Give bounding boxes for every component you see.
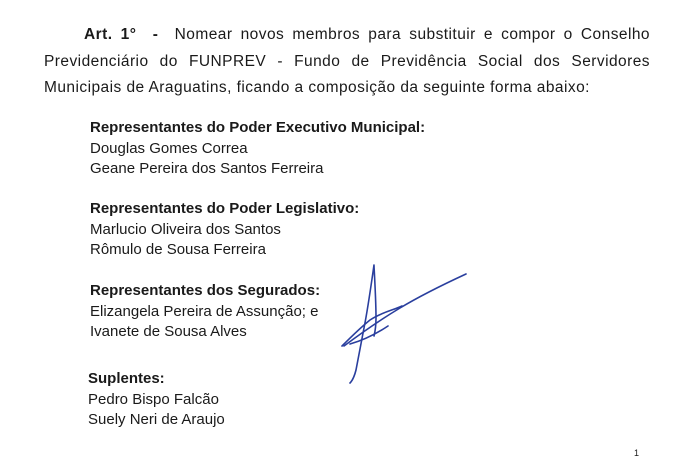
page-number: 1 — [634, 448, 640, 458]
member-name: Marlucio Oliveira dos Santos — [90, 220, 281, 238]
member-name: Douglas Gomes Correa — [90, 139, 248, 157]
group-executive — [90, 118, 425, 180]
article-label: Art. 1° — [84, 26, 137, 43]
article-paragraph — [44, 22, 650, 102]
group-insured — [90, 281, 320, 343]
article-separator: - — [152, 26, 159, 43]
group-legislative — [90, 199, 359, 261]
article-text: Nomear novos membros para substituir e compor o Conselho Previdenciário do FUNPREV - Fundo de Previdência Social dos Servidores Municipais de Araguatins, ficando a composição da seguinte forma abaixo: — [44, 26, 650, 96]
member-name: Suely Neri de Araujo — [88, 411, 225, 428]
handwritten-signature — [330, 262, 480, 386]
group-alternates — [88, 369, 225, 431]
group-heading: Representantes dos Segurados: — [90, 282, 321, 299]
group-heading: Representantes do Poder Legislativo: — [90, 200, 360, 217]
member-name: Pedro Bispo Falcão — [88, 390, 219, 408]
group-heading: Suplentes: — [88, 370, 165, 387]
member-name: Geane Pereira dos Santos Ferreira — [90, 160, 324, 177]
member-name: Ivanete de Sousa Alves — [90, 323, 247, 340]
group-heading: Representantes do Poder Executivo Municipal: — [90, 119, 426, 136]
member-name: Elizangela Pereira de Assunção; e — [90, 302, 319, 320]
member-name: Rômulo de Sousa Ferreira — [90, 241, 266, 258]
